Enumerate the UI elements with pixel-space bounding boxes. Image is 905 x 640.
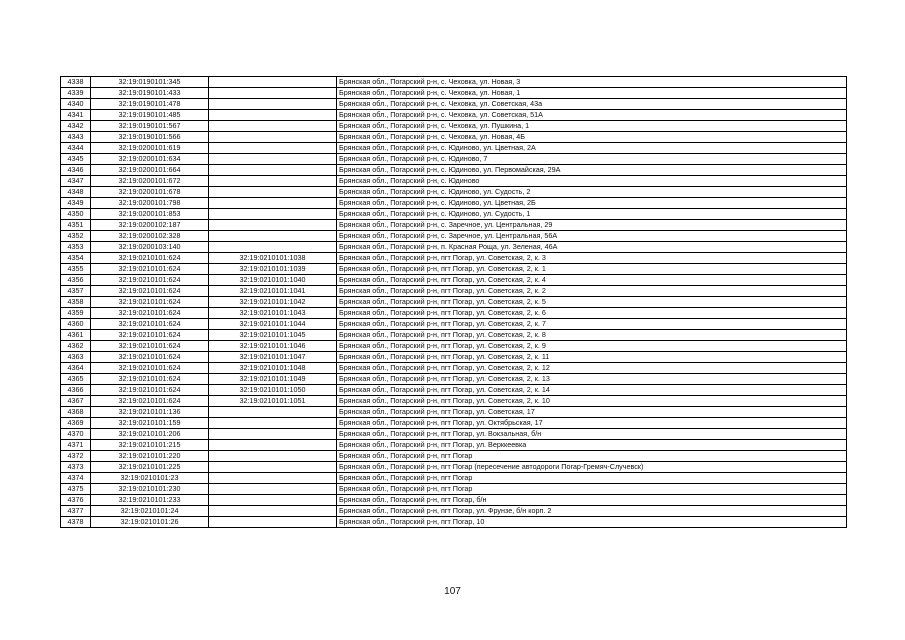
row-number: 4354 — [61, 253, 91, 264]
address: Брянская обл., Погарский р-н, с. Юдиново, ул. Первомайская, 29А — [337, 165, 847, 176]
cadastral-number-secondary: 32:19:0210101:1051 — [209, 396, 337, 407]
cadastral-number-secondary — [209, 110, 337, 121]
address: Брянская обл., Погарский р-н, пгт Погар, ул. Советская, 2, к. 12 — [337, 363, 847, 374]
address: Брянская обл., Погарский р-н, пгт Погар, ул. Верккеевка — [337, 440, 847, 451]
table-row — [61, 286, 847, 297]
address: Брянская обл., Погарский р-н, пгт Погар, ул. Советская, 2, к. 9 — [337, 341, 847, 352]
table-row — [61, 88, 847, 99]
table-row — [61, 110, 847, 121]
cadastral-number-secondary: 32:19:0210101:1050 — [209, 385, 337, 396]
row-number: 4374 — [61, 473, 91, 484]
table-row — [61, 132, 847, 143]
row-number: 4338 — [61, 77, 91, 88]
address: Брянская обл., Погарский р-н, с. Юдиново — [337, 176, 847, 187]
table-row — [61, 407, 847, 418]
address: Брянская обл., Погарский р-н, пгт Погар, ул. Вокзальная, б/н — [337, 429, 847, 440]
cadastral-number: 32:19:0210101:225 — [91, 462, 209, 473]
address: Брянская обл., Погарский р-н, пгт Погар, ул. Советская, 2, к. 7 — [337, 319, 847, 330]
cadastral-number-secondary — [209, 495, 337, 506]
cadastral-number-secondary — [209, 198, 337, 209]
cadastral-number: 32:19:0210101:233 — [91, 495, 209, 506]
row-number: 4364 — [61, 363, 91, 374]
table-row — [61, 275, 847, 286]
cadastral-number: 32:19:0210101:206 — [91, 429, 209, 440]
cadastral-number: 32:19:0200102:187 — [91, 220, 209, 231]
cadastral-number: 32:19:0210101:220 — [91, 451, 209, 462]
cadastral-number-secondary: 32:19:0210101:1038 — [209, 253, 337, 264]
cadastral-number-secondary — [209, 407, 337, 418]
cadastral-number-secondary: 32:19:0210101:1047 — [209, 352, 337, 363]
address: Брянская обл., Погарский р-н, с. Юдиново, ул. Судость, 2 — [337, 187, 847, 198]
address: Брянская обл., Погарский р-н, с. Заречное, ул. Центральная, 29 — [337, 220, 847, 231]
row-number: 4371 — [61, 440, 91, 451]
cadastral-number-secondary — [209, 99, 337, 110]
table-row — [61, 374, 847, 385]
table-row — [61, 330, 847, 341]
cadastral-number-secondary — [209, 77, 337, 88]
cadastral-number: 32:19:0210101:624 — [91, 297, 209, 308]
table-row — [61, 462, 847, 473]
address: Брянская обл., Погарский р-н, пгт Погар, ул. Советская, 2, к. 8 — [337, 330, 847, 341]
row-number: 4358 — [61, 297, 91, 308]
row-number: 4378 — [61, 517, 91, 528]
cadastral-number: 32:19:0190101:566 — [91, 132, 209, 143]
cadastral-number-secondary — [209, 165, 337, 176]
cadastral-number-secondary: 32:19:0210101:1045 — [209, 330, 337, 341]
cadastral-number: 32:19:0210101:624 — [91, 308, 209, 319]
cadastral-number: 32:19:0200101:798 — [91, 198, 209, 209]
address: Брянская обл., Погарский р-н, пгт Погар — [337, 473, 847, 484]
address: Брянская обл., Погарский р-н, пгт Погар, ул. Октябрьская, 17 — [337, 418, 847, 429]
address: Брянская обл., Погарский р-н, с. Чеховка, ул. Новая, 1 — [337, 88, 847, 99]
table-row — [61, 341, 847, 352]
cadastral-number-secondary — [209, 176, 337, 187]
cadastral-number: 32:19:0200101:634 — [91, 154, 209, 165]
cadastral-number: 32:19:0190101:433 — [91, 88, 209, 99]
table-body — [61, 77, 847, 528]
table-row — [61, 242, 847, 253]
cadastral-number-secondary — [209, 132, 337, 143]
cadastral-number: 32:19:0210101:624 — [91, 352, 209, 363]
cadastral-number: 32:19:0210101:624 — [91, 363, 209, 374]
address: Брянская обл., Погарский р-н, пгт Погар, ул. Советская, 2, к. 11 — [337, 352, 847, 363]
cadastral-number-secondary: 32:19:0210101:1043 — [209, 308, 337, 319]
table-row — [61, 484, 847, 495]
cadastral-number-secondary — [209, 242, 337, 253]
table-row — [61, 385, 847, 396]
table-row — [61, 297, 847, 308]
address: Брянская обл., Погарский р-н, с. Заречное, ул. Центральная, 56А — [337, 231, 847, 242]
cadastral-number-secondary — [209, 429, 337, 440]
row-number: 4367 — [61, 396, 91, 407]
cadastral-number: 32:19:0190101:567 — [91, 121, 209, 132]
cadastral-number-secondary — [209, 187, 337, 198]
page-number: 107 — [444, 586, 461, 597]
cadastral-number-secondary: 32:19:0210101:1049 — [209, 374, 337, 385]
cadastral-number: 32:19:0200101:664 — [91, 165, 209, 176]
address: Брянская обл., Погарский р-н, с. Чеховка, ул. Новая, 4Б — [337, 132, 847, 143]
table-row — [61, 517, 847, 528]
address: Брянская обл., Погарский р-н, пгт Погар — [337, 484, 847, 495]
cadastral-number: 32:19:0200102:328 — [91, 231, 209, 242]
address: Брянская обл., Погарский р-н, с. Чеховка, ул. Пушкина, 1 — [337, 121, 847, 132]
property-table — [60, 76, 847, 528]
table-row — [61, 429, 847, 440]
table-row — [61, 396, 847, 407]
table-row — [61, 418, 847, 429]
table-row — [61, 220, 847, 231]
table-row — [61, 165, 847, 176]
table-row — [61, 352, 847, 363]
address: Брянская обл., Погарский р-н, с. Чеховка, ул. Новая, 3 — [337, 77, 847, 88]
cadastral-number: 32:19:0200101:619 — [91, 143, 209, 154]
address: Брянская обл., Погарский р-н, пгт Погар, ул. Советская, 2, к. 4 — [337, 275, 847, 286]
table-row — [61, 495, 847, 506]
row-number: 4340 — [61, 99, 91, 110]
cadastral-number: 32:19:0200101:672 — [91, 176, 209, 187]
row-number: 4356 — [61, 275, 91, 286]
table-row — [61, 209, 847, 220]
table-row — [61, 187, 847, 198]
table-row — [61, 264, 847, 275]
address: Брянская обл., Погарский р-н, пгт Погар, 10 — [337, 517, 847, 528]
table-row — [61, 451, 847, 462]
cadastral-number: 32:19:0210101:624 — [91, 341, 209, 352]
table-row — [61, 143, 847, 154]
cadastral-number: 32:19:0210101:624 — [91, 385, 209, 396]
row-number: 4377 — [61, 506, 91, 517]
cadastral-number: 32:19:0210101:215 — [91, 440, 209, 451]
table-row — [61, 473, 847, 484]
row-number: 4372 — [61, 451, 91, 462]
cadastral-number: 32:19:0210101:624 — [91, 275, 209, 286]
row-number: 4373 — [61, 462, 91, 473]
address: Брянская обл., Погарский р-н, п. Красная Роща, ул. Зеленая, 46А — [337, 242, 847, 253]
cadastral-number-secondary — [209, 451, 337, 462]
address: Брянская обл., Погарский р-н, пгт Погар, ул. Фрунзе, б/н корп. 2 — [337, 506, 847, 517]
cadastral-number-secondary — [209, 88, 337, 99]
cadastral-number-secondary — [209, 209, 337, 220]
cadastral-number: 32:19:0190101:478 — [91, 99, 209, 110]
cadastral-number-secondary: 32:19:0210101:1044 — [209, 319, 337, 330]
cadastral-number-secondary — [209, 121, 337, 132]
address: Брянская обл., Погарский р-н, пгт Погар, б/н — [337, 495, 847, 506]
row-number: 4360 — [61, 319, 91, 330]
cadastral-number-secondary — [209, 440, 337, 451]
address: Брянская обл., Погарский р-н, пгт Погар, ул. Советская, 2, к. 13 — [337, 374, 847, 385]
table-row — [61, 198, 847, 209]
row-number: 4352 — [61, 231, 91, 242]
row-number: 4341 — [61, 110, 91, 121]
cadastral-number: 32:19:0210101:136 — [91, 407, 209, 418]
row-number: 4357 — [61, 286, 91, 297]
row-number: 4339 — [61, 88, 91, 99]
row-number: 4362 — [61, 341, 91, 352]
address: Брянская обл., Погарский р-н, пгт Погар (пересечение автодороги Погар-Гремяч-Случевск) — [337, 462, 847, 473]
address: Брянская обл., Погарский р-н, пгт Погар, ул. Советская, 2, к. 5 — [337, 297, 847, 308]
row-number: 4353 — [61, 242, 91, 253]
row-number: 4370 — [61, 429, 91, 440]
row-number: 4368 — [61, 407, 91, 418]
cadastral-number: 32:19:0190101:345 — [91, 77, 209, 88]
row-number: 4351 — [61, 220, 91, 231]
table-row — [61, 77, 847, 88]
cadastral-number-secondary — [209, 484, 337, 495]
table-row — [61, 506, 847, 517]
table-row — [61, 363, 847, 374]
cadastral-number-secondary: 32:19:0210101:1046 — [209, 341, 337, 352]
cadastral-number: 32:19:0210101:624 — [91, 396, 209, 407]
table-row — [61, 176, 847, 187]
cadastral-number-secondary — [209, 506, 337, 517]
cadastral-number: 32:19:0210101:624 — [91, 253, 209, 264]
row-number: 4347 — [61, 176, 91, 187]
cadastral-number-secondary: 32:19:0210101:1042 — [209, 297, 337, 308]
row-number: 4366 — [61, 385, 91, 396]
cadastral-number-secondary — [209, 143, 337, 154]
row-number: 4365 — [61, 374, 91, 385]
row-number: 4355 — [61, 264, 91, 275]
address: Брянская обл., Погарский р-н, пгт Погар, ул. Советская, 2, к. 2 — [337, 286, 847, 297]
address: Брянская обл., Погарский р-н, пгт Погар, ул. Советская, 2, к. 14 — [337, 385, 847, 396]
cadastral-number-secondary — [209, 473, 337, 484]
row-number: 4363 — [61, 352, 91, 363]
cadastral-number-secondary: 32:19:0210101:1048 — [209, 363, 337, 374]
cadastral-number-secondary — [209, 154, 337, 165]
table-row — [61, 154, 847, 165]
cadastral-number-secondary: 32:19:0210101:1041 — [209, 286, 337, 297]
cadastral-number-secondary — [209, 517, 337, 528]
cadastral-number: 32:19:0210101:159 — [91, 418, 209, 429]
cadastral-number: 32:19:0210101:230 — [91, 484, 209, 495]
cadastral-number: 32:19:0210101:24 — [91, 506, 209, 517]
address: Брянская обл., Погарский р-н, с. Юдиново, 7 — [337, 154, 847, 165]
cadastral-number: 32:19:0200103:140 — [91, 242, 209, 253]
address: Брянская обл., Погарский р-н, с. Юдиново, ул. Цветная, 2Б — [337, 198, 847, 209]
cadastral-number: 32:19:0200101:678 — [91, 187, 209, 198]
address: Брянская обл., Погарский р-н, пгт Погар, ул. Советская, 2, к. 1 — [337, 264, 847, 275]
row-number: 4344 — [61, 143, 91, 154]
address: Брянская обл., Погарский р-н, пгт Погар, ул. Советская, 2, к. 3 — [337, 253, 847, 264]
cadastral-number: 32:19:0210101:624 — [91, 264, 209, 275]
cadastral-number: 32:19:0190101:485 — [91, 110, 209, 121]
row-number: 4345 — [61, 154, 91, 165]
row-number: 4375 — [61, 484, 91, 495]
table-row — [61, 121, 847, 132]
row-number: 4376 — [61, 495, 91, 506]
row-number: 4349 — [61, 198, 91, 209]
address: Брянская обл., Погарский р-н, с. Чеховка, ул. Советская, 51А — [337, 110, 847, 121]
table-row — [61, 308, 847, 319]
table-row — [61, 319, 847, 330]
cadastral-number: 32:19:0210101:26 — [91, 517, 209, 528]
address: Брянская обл., Погарский р-н, с. Юдиново, ул. Цветная, 2А — [337, 143, 847, 154]
cadastral-number-secondary: 32:19:0210101:1040 — [209, 275, 337, 286]
table-row — [61, 231, 847, 242]
row-number: 4343 — [61, 132, 91, 143]
cadastral-number: 32:19:0210101:624 — [91, 330, 209, 341]
table-row — [61, 440, 847, 451]
address: Брянская обл., Погарский р-н, с. Юдиново, ул. Судость, 1 — [337, 209, 847, 220]
cadastral-number: 32:19:0200101:853 — [91, 209, 209, 220]
table-row — [61, 99, 847, 110]
address: Брянская обл., Погарский р-н, пгт Погар, ул. Советская, 2, к. 6 — [337, 308, 847, 319]
cadastral-number: 32:19:0210101:624 — [91, 319, 209, 330]
address: Брянская обл., Погарский р-н, пгт Погар, ул. Советская, 17 — [337, 407, 847, 418]
row-number: 4350 — [61, 209, 91, 220]
row-number: 4359 — [61, 308, 91, 319]
row-number: 4342 — [61, 121, 91, 132]
cadastral-number: 32:19:0210101:23 — [91, 473, 209, 484]
cadastral-number-secondary: 32:19:0210101:1039 — [209, 264, 337, 275]
cadastral-number-secondary — [209, 418, 337, 429]
cadastral-number-secondary — [209, 220, 337, 231]
cadastral-number: 32:19:0210101:624 — [91, 374, 209, 385]
table-row — [61, 253, 847, 264]
row-number: 4361 — [61, 330, 91, 341]
address: Брянская обл., Погарский р-н, пгт Погар — [337, 451, 847, 462]
address: Брянская обл., Погарский р-н, с. Чеховка, ул. Советская, 43а — [337, 99, 847, 110]
cadastral-number-secondary — [209, 231, 337, 242]
address: Брянская обл., Погарский р-н, пгт Погар, ул. Советская, 2, к. 10 — [337, 396, 847, 407]
row-number: 4369 — [61, 418, 91, 429]
cadastral-number-secondary — [209, 462, 337, 473]
row-number: 4346 — [61, 165, 91, 176]
cadastral-number: 32:19:0210101:624 — [91, 286, 209, 297]
row-number: 4348 — [61, 187, 91, 198]
